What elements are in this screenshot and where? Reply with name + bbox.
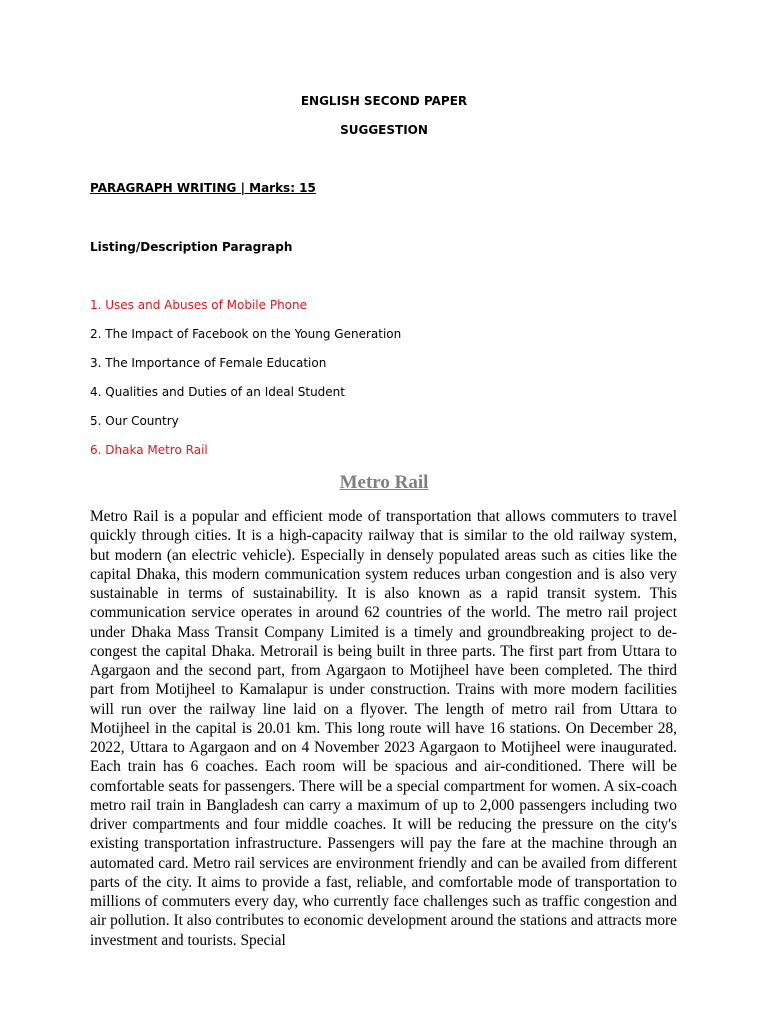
section-subheading: Listing/Description Paragraph	[90, 240, 293, 254]
topic-item-6: 6. Dhaka Metro Rail	[90, 443, 208, 457]
topic-item-5: 5. Our Country	[90, 414, 179, 428]
article-body: Metro Rail is a popular and efficient mode of transportation that allows commuters to travel quickly through cities. It is a high-capacity railway that is similar to the old railway system, but modern (an electric vehicle). Especially in densely populated areas such as cities like the capital Dhaka, this modern communication system reduces urban congestion and is also very sustainable in terms of sustainability. It is also known as a rapid transit system. This communication service operates in around 62 countries of the world. The metro rail project under Dhaka Mass Transit Company Limited is a timely and groundbreaking project to de-congest the capital Dhaka. Metrorail is being built in three parts. The first part from Uttara to Agargaon and the second part, from Agargaon to Motijheel have been completed. The third part from Motijheel to Kamalapur is under construction. Trains with more modern facilities will run over the railway line laid on a flyover. The length of metro rail from Uttara to Motijheel in the capital is 20.01 km. This long route will have 16 stations. On December 28, 2022, Uttara to Agargaon and on 4 November 2023 Agargaon to Motijheel were inaugurated. Each train has 6 coaches. Each room will be spacious and air-conditioned. There will be comfortable seats for passengers. There will be a special compartment for women. A six-coach metro rail train in Bangladesh can carry a maximum of up to 2,000 passengers including two driver compartments and four middle coaches. It will be reducing the pressure on the city's existing transportation infrastructure. Passengers will pay the fare at the machine through an automated card. Metro rail services are environment friendly and can be availed from different parts of the city. It aims to provide a fast, reliable, and comfortable mode of transportation to millions of commuters every day, who currently face challenges such as traffic congestion and air pollution. It also contributes to economic development around the stations and attracts more investment and tourists. Special	[90, 508, 677, 949]
topic-item-3: 3. The Importance of Female Education	[90, 356, 327, 370]
section-heading: PARAGRAPH WRITING | Marks: 15	[90, 181, 316, 195]
topic-item-4: 4. Qualities and Duties of an Ideal Student	[90, 385, 345, 399]
topic-item-2: 2. The Impact of Facebook on the Young Generation	[90, 327, 402, 341]
article-title: Metro Rail	[339, 472, 429, 493]
document-subtitle: SUGGESTION	[340, 123, 428, 137]
document-title: ENGLISH SECOND PAPER	[300, 94, 468, 108]
topic-item-1: 1. Uses and Abuses of Mobile Phone	[90, 298, 308, 312]
